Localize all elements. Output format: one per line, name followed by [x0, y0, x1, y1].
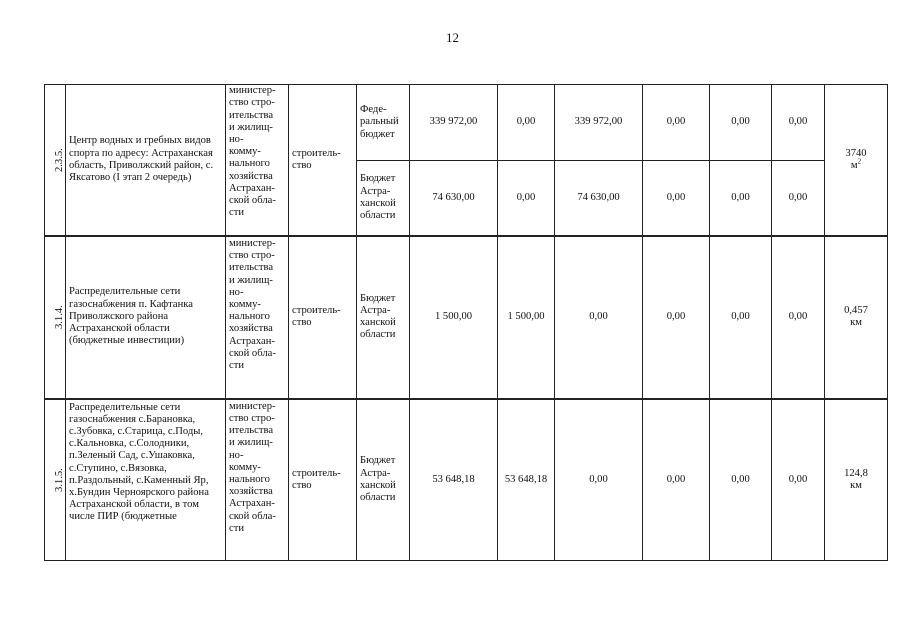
value-cell: 1 500,00	[410, 236, 498, 399]
ministry-line: ство стро-	[229, 97, 275, 109]
table-row	[45, 85, 888, 161]
ministry-line: нального	[229, 158, 270, 170]
ministry-line: нального	[229, 473, 270, 485]
ministry-cell	[226, 236, 289, 399]
ministry-cell	[226, 399, 289, 561]
value-cell: 0,00	[555, 236, 643, 399]
ministry-line: хозяйства	[229, 170, 273, 182]
table-row	[45, 236, 888, 399]
ministry-line: Астрахан-	[229, 335, 275, 347]
ministry-line: но-	[229, 134, 244, 146]
value-cell: 0,00	[772, 236, 825, 399]
value-cell: 0,00	[710, 85, 772, 161]
ministry-line: министер-	[229, 85, 276, 97]
value-cell: 0,00	[643, 399, 710, 561]
capacity-value: 0,457	[844, 304, 868, 316]
ministry-line: и жилищ-	[229, 121, 273, 133]
value-cell: 0,00	[772, 399, 825, 561]
value-cell: 53 648,18	[498, 399, 555, 561]
ministry-line: и жилищ-	[229, 437, 273, 449]
value-cell: 1 500,00	[498, 236, 555, 399]
ministry-line: комму-	[229, 299, 261, 311]
ministry-line: ительства	[229, 262, 274, 274]
data-table	[44, 84, 888, 561]
row-number: 3.1.4.	[45, 236, 66, 399]
ministry-line: ительства	[229, 109, 274, 121]
ministry-cell	[226, 85, 289, 236]
object-name: Распределительные сети газоснабжения с.Барановка, с.Зубовка, с.Старица, с.Поды, с.Кальновка, с.Солодники, п.Зеленый Сад, с.Ушаковка, с.Ступино, с.Вязовка, п.Раздольный, с.Каменный Яр, х.Бундин Черноярского района Астраханской области, в том числе ПИР (бюджетные	[66, 399, 226, 561]
capacity-unit: км	[850, 479, 862, 491]
capacity-unit: км	[850, 317, 862, 328]
capacity-value: 124,8	[844, 467, 868, 479]
object-name: Распределительные сети газоснабжения п. Кафтанка Приволжского района Астраханской области (бюджетные инвестиции)	[66, 236, 226, 399]
value-cell: 0,00	[643, 85, 710, 161]
capacity-cell	[825, 399, 888, 561]
funding-source: Феде- ральный бюджет	[357, 85, 410, 161]
ministry-line: министер-	[229, 400, 276, 412]
value-cell: 339 972,00	[555, 85, 643, 161]
ministry-line: но-	[229, 449, 244, 461]
funding-source: Бюджет Астра- ханской области	[357, 399, 410, 561]
ministry-line: и жилищ-	[229, 274, 273, 286]
row-number: 3.1.5.	[45, 399, 66, 561]
ministry-line: министер-	[229, 238, 276, 249]
capacity-cell	[825, 85, 888, 236]
ministry-line: комму-	[229, 146, 261, 158]
work-type: строитель- ство	[289, 399, 357, 561]
ministry-line: Астрахан-	[229, 498, 275, 510]
value-cell: 0,00	[772, 85, 825, 161]
capacity-unit-sup: 2	[857, 157, 862, 166]
value-cell: 0,00	[710, 399, 772, 561]
ministry-line: сти	[229, 207, 245, 219]
object-name: Центр водных и гребных видов спорта по адресу: Астраханская область, Приволжский район, с. Яксатово (I этап 2 очередь)	[66, 85, 226, 236]
value-cell: 339 972,00	[410, 85, 498, 161]
value-cell: 0,00	[643, 161, 710, 236]
ministry-line: сти	[229, 360, 245, 372]
value-cell: 53 648,18	[410, 399, 498, 561]
value-cell: 0,00	[555, 399, 643, 561]
row-number: 2.3.5.	[45, 85, 66, 236]
capacity-value: 3740	[845, 147, 867, 159]
ministry-line: ство стро-	[229, 412, 275, 424]
ministry-line: ство стро-	[229, 250, 275, 262]
work-type: строитель- ство	[289, 236, 357, 399]
value-cell: 74 630,00	[555, 161, 643, 236]
ministry-line: хозяйства	[229, 323, 273, 335]
value-cell: 0,00	[710, 161, 772, 236]
capacity-unit: м	[850, 159, 858, 171]
table-row	[45, 399, 888, 561]
ministry-line: комму-	[229, 461, 261, 473]
page-number: 12	[446, 30, 459, 45]
value-cell: 0,00	[498, 161, 555, 236]
ministry-line: ской обла-	[229, 347, 276, 359]
value-cell: 0,00	[643, 236, 710, 399]
value-cell: 0,00	[772, 161, 825, 236]
ministry-line: ительства	[229, 425, 274, 437]
ministry-line: но-	[229, 286, 244, 298]
value-cell: 0,00	[710, 236, 772, 399]
ministry-line: ской обла-	[229, 510, 276, 522]
ministry-line: хозяйства	[229, 486, 273, 498]
funding-source: Бюджет Астра- ханской области	[357, 236, 410, 399]
ministry-line: сти	[229, 522, 245, 534]
value-cell: 0,00	[498, 85, 555, 161]
ministry-line: нального	[229, 311, 270, 323]
value-cell: 74 630,00	[410, 161, 498, 236]
work-type: строитель- ство	[289, 85, 357, 236]
capacity-cell	[825, 236, 888, 399]
funding-source: Бюджет Астра- ханской области	[357, 161, 410, 236]
ministry-line: ской обла-	[229, 195, 276, 207]
ministry-line: Астрахан-	[229, 182, 275, 194]
